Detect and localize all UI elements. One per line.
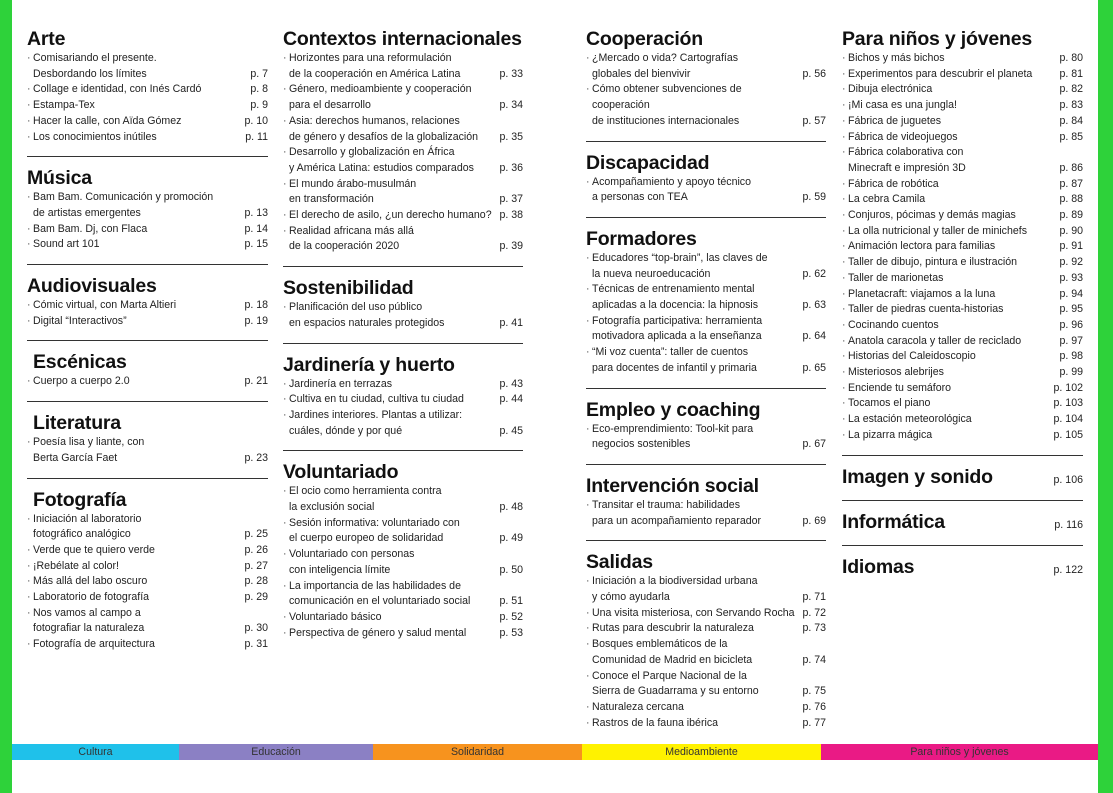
item-text: · Educadores “top-brain”, las claves de la nueva neuroeducación <box>586 251 796 282</box>
item-page: p. 82 <box>1059 83 1083 96</box>
item-text: · Misteriosos alebrijes <box>842 365 1053 381</box>
item-text: · Planificación del uso público en espacios naturales protegidos <box>283 300 493 331</box>
item-text: · La estación meteorológica <box>842 412 1048 428</box>
item-page: p. 52 <box>499 610 523 623</box>
item-text: · Fotografía participativa: herramienta motivadora aplicada a la enseñanza <box>586 314 796 345</box>
item-text: · Planetacraft: viajamos a la luna <box>842 287 1053 303</box>
column-1 <box>27 28 268 653</box>
item-page: p. 28 <box>244 575 268 588</box>
item-text: · Experimentos para descubrir el planeta <box>842 67 1053 83</box>
item-page: p. 34 <box>499 99 523 112</box>
item-text: · Bosques emblemáticos de la Comunidad de Madrid en bicicleta <box>586 637 796 668</box>
section-title: Fotografía <box>33 488 127 511</box>
item-page: p. 7 <box>250 67 268 80</box>
item-text: · Fábrica de videojuegos <box>842 130 1053 146</box>
list-item[interactable] <box>586 621 826 637</box>
item-page: p. 30 <box>244 622 268 635</box>
list-item[interactable] <box>586 345 826 376</box>
list-item[interactable] <box>27 237 268 253</box>
section-title: Informática <box>842 510 945 533</box>
item-text: · Una visita misteriosa, con Servando Rocha <box>586 606 796 622</box>
section-title: Salidas <box>586 551 653 574</box>
category-solidaridad[interactable]: Solidaridad <box>373 744 582 760</box>
list-item[interactable] <box>842 302 1083 318</box>
list-item[interactable] <box>842 208 1083 224</box>
item-text: · Acompañamiento y apoyo técnico a personas con TEA <box>586 175 796 206</box>
list-item[interactable] <box>283 392 523 408</box>
section-arte <box>27 28 268 145</box>
list-item[interactable] <box>842 67 1083 83</box>
item-page: p. 18 <box>244 299 268 312</box>
list-item[interactable] <box>586 251 826 282</box>
list-item[interactable] <box>842 130 1083 146</box>
section-escenicas <box>27 340 268 390</box>
section-salidas <box>586 540 826 731</box>
category-cultura[interactable]: Cultura <box>12 744 179 760</box>
item-text: · Fábrica colaborativa con Minecraft e impresión 3D <box>842 145 1053 176</box>
item-page: p. 90 <box>1059 224 1083 237</box>
list-item[interactable] <box>283 377 523 393</box>
list-item[interactable] <box>27 637 268 653</box>
item-text: · Iniciación al laboratorio fotográfico analógico <box>27 512 238 543</box>
list-item[interactable] <box>27 130 268 146</box>
list-item[interactable] <box>27 512 268 543</box>
item-page: p. 74 <box>802 653 826 666</box>
list-item[interactable] <box>586 700 826 716</box>
list-item[interactable] <box>27 574 268 590</box>
item-text: · Rutas para descubrir la naturaleza <box>586 621 796 637</box>
item-text: · Horizontes para una reformulación de la cooperación en América Latina <box>283 51 493 82</box>
list-item[interactable] <box>586 51 826 82</box>
section-literatura <box>27 401 268 466</box>
category-educacion[interactable]: Educación <box>179 744 373 760</box>
item-text: · Voluntariado con personas con inteligencia límite <box>283 547 493 578</box>
item-text: · Animación lectora para familias <box>842 239 1053 255</box>
list-item[interactable] <box>842 224 1083 240</box>
list-item[interactable] <box>27 298 268 314</box>
item-text: · Naturaleza cercana <box>586 700 796 716</box>
item-page: p. 43 <box>499 377 523 390</box>
item-page: p. 85 <box>1059 130 1083 143</box>
list-item[interactable] <box>283 51 523 82</box>
list-item[interactable] <box>283 579 523 610</box>
item-page: p. 71 <box>802 591 826 604</box>
item-text: · Rastros de la fauna ibérica <box>586 716 796 732</box>
item-page: p. 88 <box>1059 193 1083 206</box>
item-text: · Conjuros, pócimas y demás magias <box>842 208 1053 224</box>
list-item[interactable] <box>586 669 826 700</box>
item-page: p. 33 <box>499 67 523 80</box>
list-item[interactable] <box>586 82 826 129</box>
section-page: p. 106 <box>1053 473 1083 486</box>
section-audiovisuales <box>27 264 268 329</box>
list-item[interactable] <box>27 114 268 130</box>
category-ninos[interactable]: Para niños y jóvenes <box>821 744 1098 760</box>
list-item[interactable] <box>586 498 826 529</box>
item-page: p. 56 <box>802 67 826 80</box>
list-item[interactable] <box>842 98 1083 114</box>
item-text: · Realidad africana más allá de la cooperación 2020 <box>283 224 493 255</box>
list-item[interactable] <box>283 484 523 515</box>
section-empleo <box>586 388 826 453</box>
section-title: Formadores <box>586 227 697 250</box>
item-text: · Voluntariado básico <box>283 610 493 626</box>
list-item[interactable] <box>586 637 826 668</box>
item-page: p. 94 <box>1059 287 1083 300</box>
item-page: p. 83 <box>1059 99 1083 112</box>
item-page: p. 104 <box>1053 413 1083 426</box>
section-formadores <box>586 217 826 377</box>
list-item[interactable] <box>586 574 826 605</box>
list-item[interactable] <box>842 192 1083 208</box>
section-sostenibilidad <box>283 266 523 331</box>
section-title: Para niños y jóvenes <box>842 28 1033 50</box>
item-page: p. 23 <box>244 451 268 464</box>
item-page: p. 41 <box>499 316 523 329</box>
item-page: p. 81 <box>1059 67 1083 80</box>
section-ninos <box>842 28 1083 444</box>
item-page: p. 84 <box>1059 114 1083 127</box>
section-title: Jardinería y huerto <box>283 353 455 376</box>
list-item[interactable] <box>586 606 826 622</box>
item-page: p. 93 <box>1059 271 1083 284</box>
item-page: p. 35 <box>499 130 523 143</box>
item-page: p. 87 <box>1059 177 1083 190</box>
list-item[interactable] <box>842 255 1083 271</box>
item-page: p. 9 <box>250 99 268 112</box>
list-item[interactable] <box>283 516 523 547</box>
list-item[interactable] <box>842 318 1083 334</box>
item-text: · La importancia de las habilidades de comunicación en el voluntariado social <box>283 579 493 610</box>
list-item[interactable] <box>586 422 826 453</box>
item-text: · ¡Mi casa es una jungla! <box>842 98 1053 114</box>
section-fotografia <box>27 478 268 653</box>
item-text: · Cultiva en tu ciudad, cultiva tu ciudad <box>283 392 493 408</box>
list-item[interactable] <box>586 175 826 206</box>
item-page: p. 75 <box>802 685 826 698</box>
section-contextos <box>283 28 523 255</box>
list-item[interactable] <box>842 82 1083 98</box>
item-text: · ¡Rebélate al color! <box>27 559 238 575</box>
item-text: · Historias del Caleidoscopio <box>842 349 1053 365</box>
list-item[interactable] <box>586 716 826 732</box>
item-page: p. 36 <box>499 161 523 174</box>
item-text: · Tocamos el piano <box>842 396 1048 412</box>
section-jardineria <box>283 343 523 440</box>
section-title: Música <box>27 167 92 190</box>
item-text: · Laboratorio de fotografía <box>27 590 238 606</box>
list-item[interactable] <box>27 590 268 606</box>
list-item[interactable] <box>586 282 826 313</box>
section-title: Idiomas <box>842 555 915 578</box>
item-text: · Jardines interiores. Plantas a utilizar: cuáles, dónde y por qué <box>283 408 493 439</box>
list-item[interactable] <box>842 145 1083 176</box>
list-item[interactable] <box>283 408 523 439</box>
item-text: · Iniciación a la biodiversidad urbana y cómo ayudarla <box>586 574 796 605</box>
item-text: · El derecho de asilo, ¿un derecho humano? <box>283 208 493 224</box>
item-text: · Cuerpo a cuerpo 2.0 <box>27 374 238 390</box>
item-text: · Asia: derechos humanos, relaciones de género y desafíos de la globalización <box>283 114 493 145</box>
category-medioambiente[interactable]: Medioambiente <box>582 744 821 760</box>
list-item[interactable] <box>842 412 1083 428</box>
item-page: p. 8 <box>250 83 268 96</box>
item-page: p. 25 <box>244 528 268 541</box>
list-item[interactable] <box>283 626 523 642</box>
item-text: · La olla nutricional y taller de minichefs <box>842 224 1053 240</box>
item-text: · Género, medioambiente y cooperación para el desarrollo <box>283 82 493 113</box>
section-title: Arte <box>27 28 66 50</box>
list-item[interactable] <box>842 428 1083 444</box>
column-3 <box>586 28 826 731</box>
section-musica <box>27 156 268 253</box>
item-page: p. 11 <box>245 130 268 143</box>
list-item[interactable] <box>27 543 268 559</box>
list-item[interactable] <box>27 606 268 637</box>
list-item[interactable] <box>842 177 1083 193</box>
item-text: · Desarrollo y globalización en África y América Latina: estudios comparados <box>283 145 493 176</box>
item-page: p. 53 <box>499 626 523 639</box>
column-4 <box>842 28 1083 579</box>
item-page: p. 31 <box>244 638 268 651</box>
item-page: p. 26 <box>244 543 268 556</box>
item-page: p. 97 <box>1059 334 1083 347</box>
item-page: p. 59 <box>802 191 826 204</box>
section-informatica[interactable] <box>842 500 1083 534</box>
item-page: p. 49 <box>499 532 523 545</box>
list-item[interactable] <box>842 334 1083 350</box>
item-text: · Eco-emprendimiento: Tool-kit para negocios sostenibles <box>586 422 796 453</box>
item-page: p. 73 <box>802 622 826 635</box>
item-page: p. 13 <box>244 206 268 219</box>
item-page: p. 98 <box>1059 350 1083 363</box>
list-item[interactable] <box>27 559 268 575</box>
list-item[interactable] <box>842 349 1083 365</box>
item-page: p. 15 <box>244 238 268 251</box>
item-text: · El mundo árabo-musulmán en transformación <box>283 177 493 208</box>
item-text: · Bam Bam. Dj, con Flaca <box>27 222 238 238</box>
item-page: p. 21 <box>244 375 268 388</box>
section-title: Escénicas <box>33 351 127 374</box>
item-text: · Taller de piedras cuenta-historias <box>842 302 1053 318</box>
item-page: p. 89 <box>1059 209 1083 222</box>
item-page: p. 63 <box>802 299 826 312</box>
item-page: p. 72 <box>802 606 826 619</box>
list-item[interactable] <box>27 374 268 390</box>
item-page: p. 69 <box>802 514 826 527</box>
item-text: · La cebra Camila <box>842 192 1053 208</box>
section-intervencion <box>586 464 826 529</box>
item-page: p. 67 <box>802 438 826 451</box>
item-text: · Bam Bam. Comunicación y promoción de artistas emergentes <box>27 190 238 221</box>
column-2 <box>283 28 523 641</box>
item-text: · Cómic virtual, con Marta Altieri <box>27 298 238 314</box>
section-title: Audiovisuales <box>27 275 157 298</box>
item-text: · Fotografía de arquitectura <box>27 637 238 653</box>
list-item[interactable] <box>842 114 1083 130</box>
list-item[interactable] <box>842 396 1083 412</box>
item-page: p. 96 <box>1059 318 1083 331</box>
list-item[interactable] <box>283 114 523 145</box>
list-item[interactable] <box>842 365 1083 381</box>
item-page: p. 62 <box>802 267 826 280</box>
item-page: p. 92 <box>1059 256 1083 269</box>
section-title: Discapacidad <box>586 151 710 174</box>
item-text: · Estampa-Tex <box>27 98 244 114</box>
item-text: · Taller de marionetas <box>842 271 1053 287</box>
list-item[interactable] <box>283 547 523 578</box>
section-title: Empleo y coaching <box>586 398 761 421</box>
item-page: p. 65 <box>802 361 826 374</box>
list-item[interactable] <box>842 271 1083 287</box>
item-text: · Técnicas de entrenamiento mental aplicadas a la docencia: la hipnosis <box>586 282 796 313</box>
item-text: · El ocio como herramienta contra la exclusión social <box>283 484 493 515</box>
section-voluntariado <box>283 450 523 641</box>
item-page: p. 105 <box>1053 428 1083 441</box>
section-title: Cooperación <box>586 28 703 50</box>
item-text: · ¿Mercado o vida? Cartografías globales del bienvivir <box>586 51 796 82</box>
item-page: p. 103 <box>1053 397 1083 410</box>
list-item[interactable] <box>27 222 268 238</box>
item-text: · Más allá del labo oscuro <box>27 574 238 590</box>
item-page: p. 48 <box>499 501 523 514</box>
section-cooperacion <box>586 28 826 130</box>
item-page: p. 80 <box>1059 52 1083 64</box>
item-text: · Nos vamos al campo a fotografiar la naturaleza <box>27 606 238 637</box>
section-discapacidad <box>586 141 826 206</box>
item-page: p. 14 <box>244 222 268 235</box>
list-item[interactable] <box>283 82 523 113</box>
item-text: · Transitar el trauma: habilidades para un acompañamiento reparador <box>586 498 796 529</box>
list-item[interactable] <box>842 287 1083 303</box>
item-text: · Jardinería en terrazas <box>283 377 493 393</box>
item-page: p. 51 <box>499 595 523 608</box>
category-bar <box>12 744 1098 760</box>
section-title: Contextos internacionales <box>283 28 522 50</box>
item-text: · La pizarra mágica <box>842 428 1048 444</box>
item-page: p. 38 <box>499 209 523 222</box>
item-page: p. 99 <box>1059 366 1083 379</box>
section-idiomas[interactable] <box>842 545 1083 579</box>
item-text: · Hacer la calle, con Aïda Gómez <box>27 114 238 130</box>
item-page: p. 76 <box>802 700 826 713</box>
item-page: p. 50 <box>499 563 523 576</box>
section-imagen-sonido[interactable] <box>842 455 1083 489</box>
item-page: p. 102 <box>1053 381 1083 394</box>
section-page: p. 116 <box>1054 518 1083 531</box>
list-item[interactable] <box>586 314 826 345</box>
item-page: p. 57 <box>802 114 826 127</box>
item-text: · Los conocimientos inútiles <box>27 130 239 146</box>
list-item[interactable] <box>842 381 1083 397</box>
section-title: Intervención social <box>586 474 759 497</box>
list-item[interactable] <box>283 177 523 208</box>
item-text: · Verde que te quiero verde <box>27 543 238 559</box>
item-text: · Fábrica de juguetes <box>842 114 1053 130</box>
item-text: · Taller de dibujo, pintura e ilustración <box>842 255 1053 271</box>
list-item[interactable] <box>27 51 268 82</box>
list-item[interactable] <box>283 300 523 331</box>
item-page: p. 19 <box>244 314 268 327</box>
section-title: Sostenibilidad <box>283 277 414 300</box>
list-item[interactable] <box>27 82 268 98</box>
list-item[interactable] <box>27 98 268 114</box>
list-item[interactable] <box>283 145 523 176</box>
item-page: p. 44 <box>499 393 523 406</box>
item-text: · Conoce el Parque Nacional de la Sierra de Guadarrama y su entorno <box>586 669 796 700</box>
index-page <box>12 0 1098 793</box>
item-text: · Digital “Interactivos” <box>27 314 238 330</box>
item-text: · Enciende tu semáforo <box>842 381 1048 397</box>
item-text: · “Mi voz cuenta”: taller de cuentos para docentes de infantil y primaria <box>586 345 796 376</box>
item-text: · Dibuja electrónica <box>842 82 1053 98</box>
section-title: Imagen y sonido <box>842 465 993 488</box>
list-item[interactable] <box>283 208 523 224</box>
list-item[interactable] <box>283 610 523 626</box>
list-item[interactable] <box>27 314 268 330</box>
item-page: p. 37 <box>499 193 523 206</box>
list-item[interactable] <box>842 51 1083 67</box>
item-text: · Fábrica de robótica <box>842 177 1053 193</box>
item-page: p. 77 <box>802 716 826 729</box>
item-page: p. 10 <box>244 114 268 127</box>
list-item[interactable] <box>842 239 1083 255</box>
item-page: p. 95 <box>1059 303 1083 316</box>
item-text: · Comisariando el presente. Desbordando los límites <box>27 51 244 82</box>
list-item[interactable] <box>27 435 268 466</box>
section-title: Voluntariado <box>283 461 399 484</box>
item-text: · Anatola caracola y taller de reciclado <box>842 334 1053 350</box>
item-text: · Collage e identidad, con Inés Cardó <box>27 82 244 98</box>
item-page: p. 64 <box>802 330 826 343</box>
item-text: · Poesía lisa y liante, con Berta García Faet <box>27 435 238 466</box>
item-page: p. 39 <box>499 240 523 253</box>
item-text: · Cómo obtener subvenciones de cooperación de instituciones internacionales <box>586 82 796 129</box>
item-text: · Perspectiva de género y salud mental <box>283 626 493 642</box>
item-page: p. 91 <box>1059 240 1083 253</box>
item-page: p. 29 <box>244 591 268 604</box>
item-text: · Sesión informativa: voluntariado con el cuerpo europeo de solidaridad <box>283 516 493 547</box>
item-page: p. 45 <box>499 424 523 437</box>
item-text: · Sound art 101 <box>27 237 238 253</box>
section-page: p. 122 <box>1053 563 1083 576</box>
list-item[interactable] <box>283 224 523 255</box>
item-page: p. 86 <box>1059 161 1083 174</box>
item-text: · Bichos y más bichos <box>842 51 1053 67</box>
item-text: · Cocinando cuentos <box>842 318 1053 334</box>
section-title: Literatura <box>33 412 121 435</box>
list-item[interactable] <box>27 190 268 221</box>
item-page: p. 27 <box>244 559 268 572</box>
